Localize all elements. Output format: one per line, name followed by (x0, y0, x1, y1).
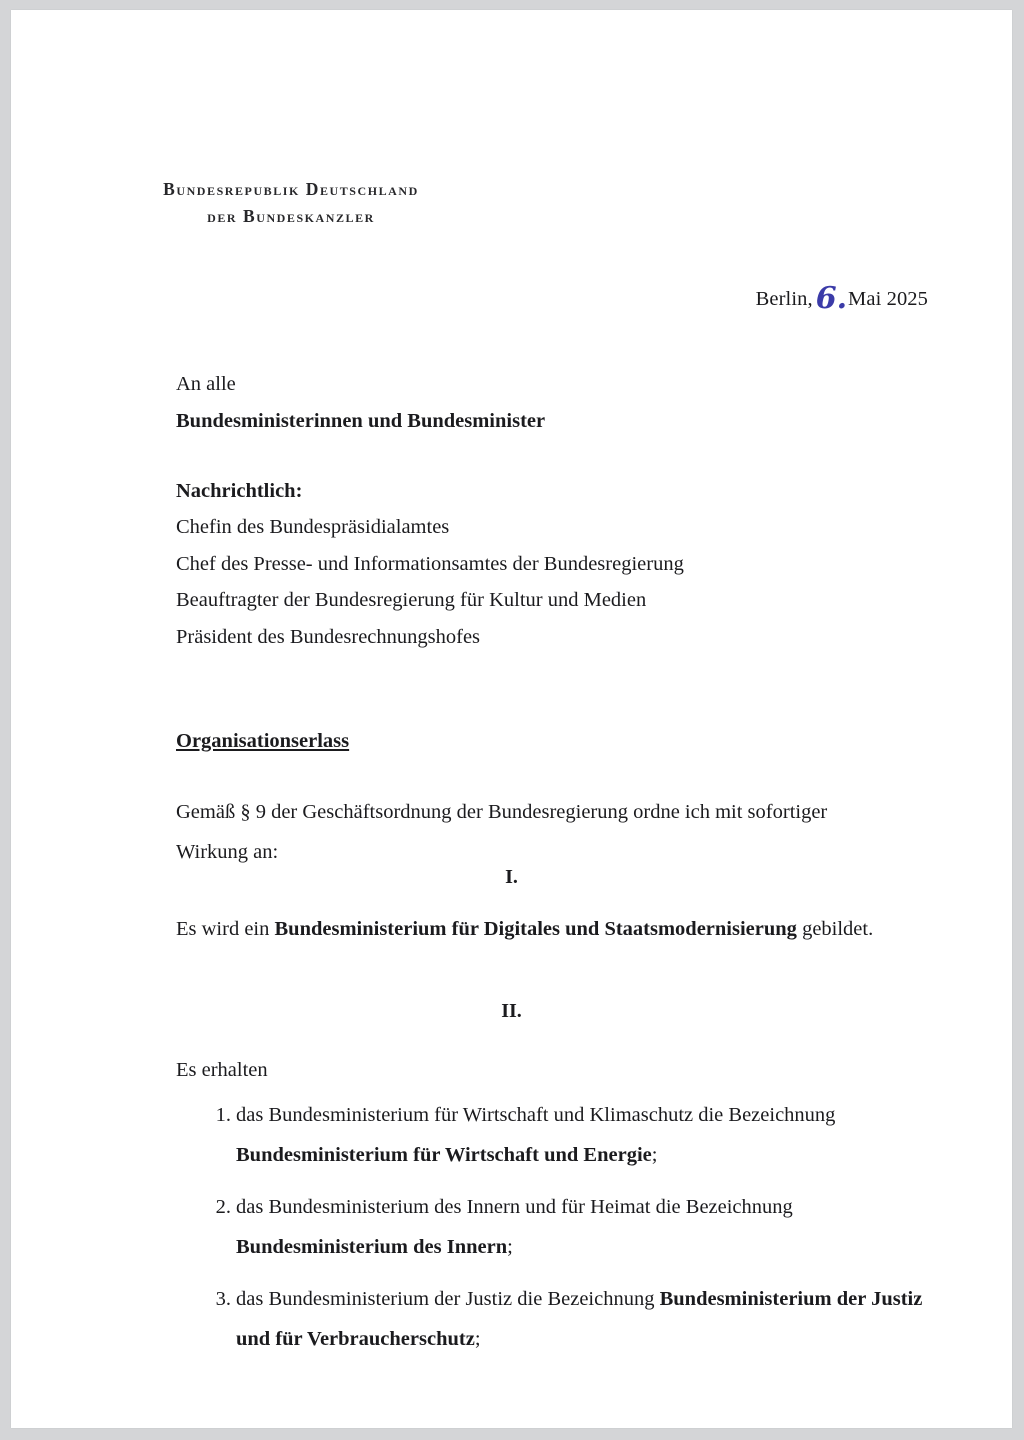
cc-item: Chefin des Bundespräsidialamtes (176, 516, 450, 538)
section-i-prefix: Es wird ein (176, 918, 275, 940)
list-item (176, 1187, 936, 1267)
list-item-text-before: das Bundesministerium des Innern und für Heimat die Bezeichnung (236, 1196, 793, 1218)
letterhead (96, 176, 486, 230)
list-item-new-name: Bundesministerium der Justiz und für Verbraucherschutz (236, 1288, 923, 1350)
section-i-body (176, 910, 936, 948)
letterhead-line-2: der Bundeskanzler (207, 206, 375, 226)
handwritten-day: 6. (815, 281, 848, 316)
list-item-text-after: ; (507, 1236, 513, 1258)
list-item-text (236, 1095, 936, 1175)
document-title-text: Organisationserlass (176, 730, 350, 752)
list-item-new-name: Bundesministerium für Wirtschaft und Energie (236, 1144, 652, 1166)
section-i-ministry-name: Bundesministerium für Digitales und Staatsmodernisierung (274, 918, 797, 940)
list-item-text-before: das Bundesministerium der Justiz die Bezeichnung (236, 1288, 660, 1310)
list-item-number: 2. (215, 1196, 231, 1218)
list-item-new-name: Bundesministerium des Innern (236, 1236, 508, 1258)
cc-item: Beauftragter der Bundesregierung für Kultur und Medien (176, 589, 647, 611)
list-item-text (236, 1279, 936, 1359)
section-numeral-ii: II. (501, 1000, 522, 1022)
cc-item: Präsident des Bundesrechnungshofes (176, 625, 481, 648)
list-item-number: 3. (215, 1288, 231, 1310)
section-numeral-i: I. (505, 866, 518, 888)
list-item (176, 1279, 936, 1359)
intro-paragraph: Gemäß § 9 der Geschäftsordnung der Bundesregierung ordne ich mit sofortiger Wirkung an: (176, 801, 828, 863)
list-item-text-before: das Bundesministerium für Wirtschaft und Klimaschutz die Bezeichnung (236, 1104, 836, 1126)
dateline-month-year: Mai 2025 (848, 288, 928, 310)
document-page (11, 10, 1012, 1428)
letterhead-line-1: Bundesrepublik Deutschland (163, 179, 419, 199)
renaming-list (176, 1095, 936, 1371)
list-item (176, 1095, 936, 1175)
dateline-place: Berlin, (755, 288, 813, 310)
document-title (176, 722, 349, 760)
list-item-text-after: ; (651, 1144, 658, 1166)
list-item-text-after: ; (474, 1328, 481, 1350)
addressee-intro: An alle (176, 373, 236, 395)
cc-heading: Nachrichtlich: (176, 480, 303, 502)
list-item-number: 1. (215, 1104, 231, 1126)
list-item-text (236, 1187, 936, 1267)
addressee-recipients: Bundesministerinnen und Bundesminister (176, 410, 546, 432)
section-ii-lead-in: Es erhalten (176, 1059, 268, 1081)
cc-item: Chef des Presse- und Informationsamtes der Bundesregierung (176, 552, 684, 575)
section-i-suffix: gebildet. (796, 918, 874, 940)
cc-list (176, 509, 684, 655)
dateline (755, 281, 928, 316)
